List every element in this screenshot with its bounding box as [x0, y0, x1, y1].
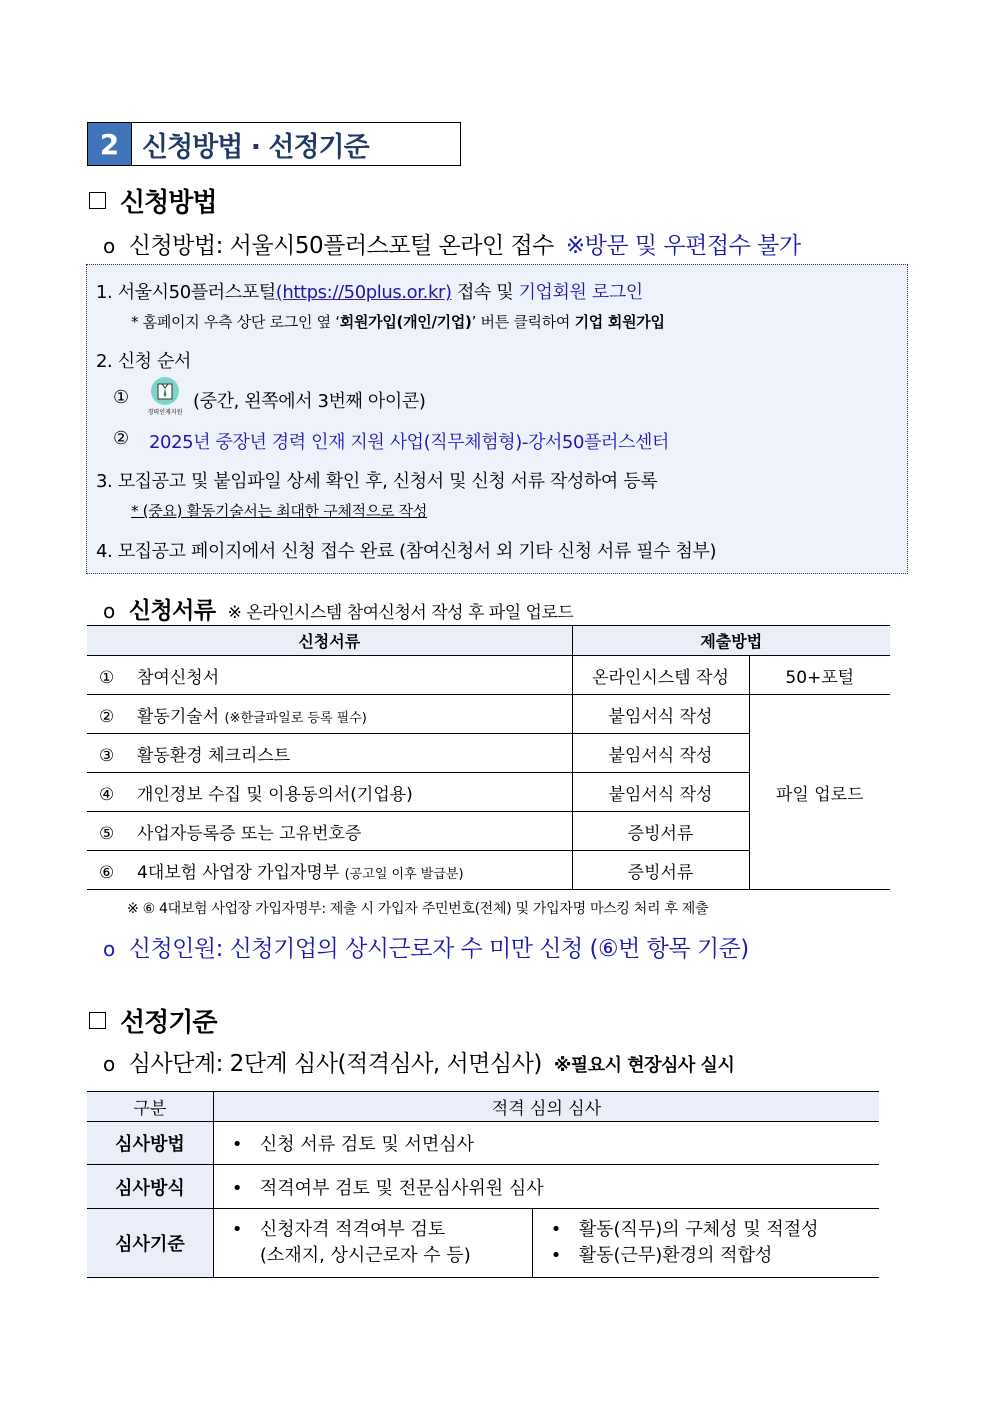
step-2-1-text: (중간, 왼쪽에서 3번째 아이콘): [193, 391, 426, 412]
apply-heading: [89, 182, 216, 219]
step-1-note: [131, 311, 665, 332]
docs-table: [87, 625, 890, 890]
step-3-note: * (중요) 활동기술서는 최대한 구체적으로 작성: [131, 502, 428, 520]
section-title: 신청방법 · 선정기준: [142, 131, 369, 163]
doc-sub-note: (공고일 이후 발급분): [344, 866, 464, 882]
row-item: 적격여부 검토 및 전문심사위원 심사: [259, 1177, 544, 1199]
where-cell: 50+포털: [749, 656, 890, 695]
table-row: [87, 1122, 879, 1165]
bullet-dot-icon: •: [550, 1245, 562, 1266]
table-row: [87, 1209, 879, 1278]
row-item: 신청자격 적격여부 검토: [259, 1219, 446, 1240]
doc-name-cell: [87, 656, 572, 695]
portal-link[interactable]: (https://50plus.or.kr): [275, 282, 452, 303]
where-cell-upload: 파일 업로드: [749, 695, 890, 890]
method-cell: 붙임서식 작성: [572, 695, 749, 734]
step-3: 3. 모집공고 및 붙임파일 상세 확인 후, 신청서 및 신청 서류 작성하여 등록: [96, 471, 658, 492]
doc-name: 활동기술서: [137, 706, 225, 727]
col-header-category: 구분: [87, 1092, 213, 1122]
doc-name-cell: [87, 734, 572, 773]
row-number: ⑤: [99, 823, 115, 844]
step-1-note-c: ’ 버튼 클릭하여: [471, 313, 575, 331]
row-item-sub: (소재지, 상시근로자 수 등): [259, 1245, 471, 1266]
row-number: ①: [99, 667, 115, 688]
row-label: 심사방법: [87, 1122, 213, 1165]
table-header-row: [87, 1092, 879, 1122]
checkbox-square-icon: [89, 192, 106, 209]
section-number: 2: [88, 123, 132, 165]
doc-name-cell: [87, 812, 572, 851]
docs-line: [103, 592, 573, 625]
step-2-2-num: ②: [113, 428, 129, 449]
apply-method-note: ※방문 및 우편접수 불가: [565, 233, 801, 259]
row-item: 활동(근무)환경의 적합성: [578, 1245, 773, 1266]
row-number: ②: [99, 706, 115, 727]
doc-name: 활동환경 체크리스트: [137, 745, 291, 766]
method-cell: 증빙서류: [572, 812, 749, 851]
step-1-note-b: 회원가입(개인/기업): [339, 313, 472, 331]
step-1-login: 기업회원 로그인: [518, 282, 643, 303]
apply-steps-box: [86, 264, 908, 574]
row-label: 심사기준: [87, 1209, 213, 1278]
selection-table: [87, 1091, 879, 1278]
row-label: 심사방식: [87, 1165, 213, 1209]
method-cell: 온라인시스템 작성: [572, 656, 749, 695]
row-content-right: [532, 1209, 879, 1278]
doc-name: 4대보험 사업장 가입자명부: [137, 862, 345, 883]
bullet-dot-icon: •: [550, 1219, 562, 1240]
headcount-line: [103, 930, 749, 963]
row-content: [213, 1165, 879, 1209]
row-number: ⑥: [99, 862, 115, 883]
doc-sub-note: (※한글파일로 등록 필수): [224, 710, 367, 726]
step-1-prefix: 1. 서울시50플러스포털: [96, 282, 276, 303]
method-cell: 증빙서류: [572, 851, 749, 890]
selection-heading: [89, 1002, 216, 1039]
apply-heading-text: 신청방법: [120, 188, 217, 218]
step-4: 4. 모집공고 페이지에서 신청 접수 완료 (참여신청서 외 기타 신청 서류 필수 첨부): [96, 541, 717, 562]
step-2-2-text: 2025년 중장년 경력 인재 지원 사업(직무체험형)-강서50플러스센터: [149, 432, 669, 453]
apply-method-line: [103, 227, 801, 260]
docs-note: ※ 온라인시스템 참여신청서 작성 후 파일 업로드: [227, 603, 574, 623]
bullet-dot-icon: •: [231, 1219, 243, 1240]
circle-bullet-icon: o: [103, 234, 115, 258]
docs-title: 신청서류: [128, 598, 216, 624]
row-content-left: [213, 1209, 532, 1278]
row-content: [213, 1122, 879, 1165]
circle-bullet-icon: o: [103, 937, 115, 961]
table-row: [87, 1165, 879, 1209]
checkbox-square-icon: [89, 1012, 106, 1029]
doc-name: 사업자등록증 또는 고유번호증: [137, 823, 362, 844]
bullet-dot-icon: •: [231, 1177, 243, 1199]
section-header: [87, 122, 461, 166]
career-support-app-icon: [147, 377, 183, 417]
step-2: 2. 신청 순서: [96, 351, 191, 372]
row-item: 신청 서류 검토 및 서면심사: [259, 1134, 475, 1155]
selection-heading-text: 선정기준: [120, 1008, 217, 1038]
table-row: [87, 656, 890, 695]
circle-bullet-icon: o: [103, 599, 115, 623]
stage-line: [103, 1045, 734, 1078]
stage-text: 심사단계: 2단계 심사(적격심사, 서면심사): [128, 1051, 542, 1077]
table-header-row: [87, 626, 890, 656]
method-cell: 붙임서식 작성: [572, 734, 749, 773]
shirt-tie-icon: [151, 377, 179, 405]
col-header-review: 적격 심의 심사: [213, 1092, 879, 1122]
doc-name: 개인정보 수집 및 이용동의서(기업용): [137, 784, 413, 805]
step-1-note-d: 기업 회원가입: [574, 313, 665, 331]
app-icon-caption: 경력인재지원: [147, 409, 183, 416]
row-number: ③: [99, 745, 115, 766]
step-1: [96, 278, 643, 304]
doc-name-cell: [87, 851, 572, 890]
row-item: 활동(직무)의 구체성 및 적절성: [578, 1219, 819, 1240]
row-number: ④: [99, 784, 115, 805]
step-1-note-a: * 홈페이지 우측 상단 로그인 옆 ‘: [131, 313, 340, 331]
circle-bullet-icon: o: [103, 1052, 115, 1076]
bullet-dot-icon: •: [231, 1134, 243, 1155]
doc-name-cell: [87, 773, 572, 812]
step-1-mid: 접속 및: [451, 282, 519, 303]
step-2-1-num: ①: [113, 387, 129, 408]
col-header-docs: 신청서류: [87, 626, 572, 656]
method-cell: 붙임서식 작성: [572, 773, 749, 812]
headcount-text: 신청인원: 신청기업의 상시근로자 수 미만 신청 (⑥번 항목 기준): [128, 936, 749, 962]
apply-method-text: 신청방법: 서울시50플러스포털 온라인 접수: [128, 233, 554, 259]
col-header-method: 제출방법: [572, 626, 890, 656]
doc-name-cell: [87, 695, 572, 734]
stage-note: ※필요시 현장심사 실시: [553, 1055, 735, 1076]
doc-name: 참여신청서: [137, 667, 220, 688]
table-row: [87, 695, 890, 734]
docs-footnote: ※ ⑥ 4대보험 사업장 가입자명부: 제출 시 가입자 주민번호(전체) 및 가입자명 마스킹 처리 후 제출: [127, 901, 709, 917]
